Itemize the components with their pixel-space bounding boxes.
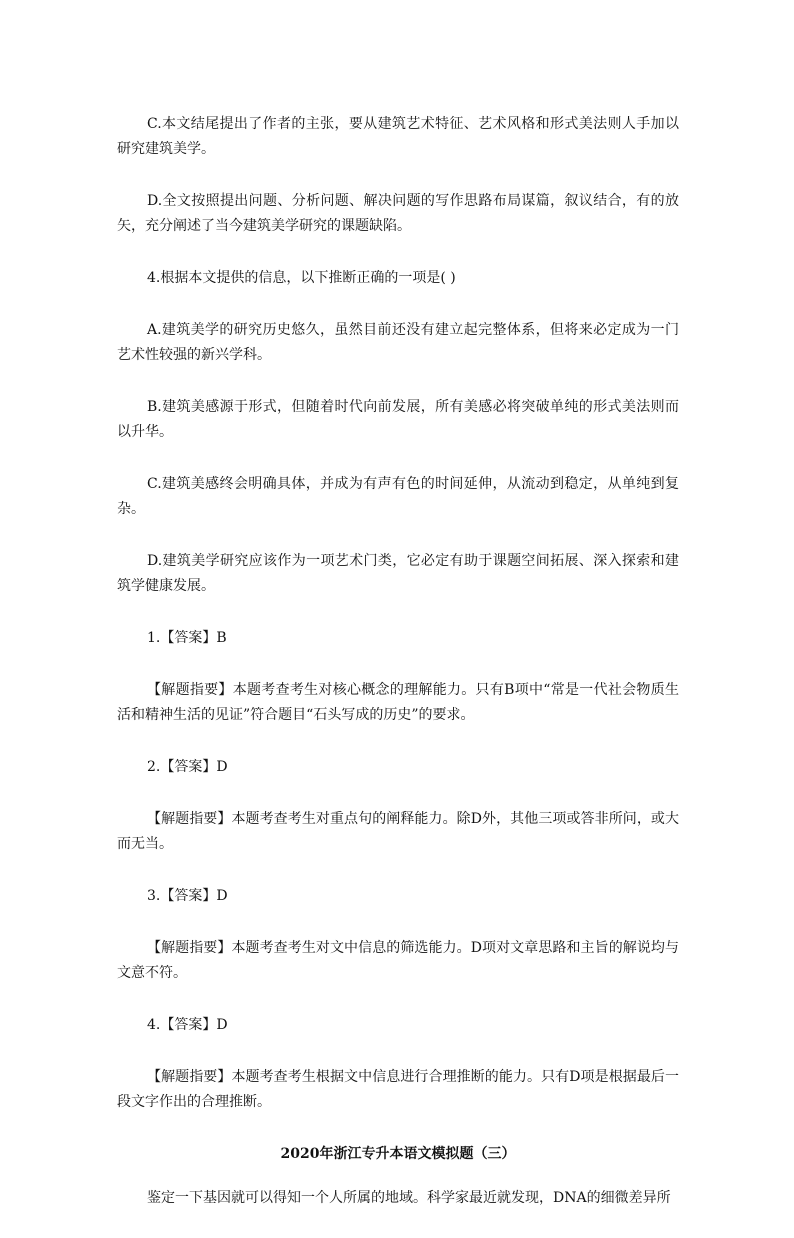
hint-1: 【解题指要】本题考查考生对核心概念的理解能力。只有B项中“常是一代社会物质生活和精神生活的见证”符合题目“石头写成的历史”的要求。 xyxy=(117,682,679,723)
answer-4: 4.【答案】D xyxy=(147,1017,228,1033)
hint-2: 【解题指要】本题考查考生对重点句的阐释能力。除D外，其他三项或答非所问，或大而无当。 xyxy=(117,811,679,852)
option-d: D.建筑美学研究应该作为一项艺术门类，它必定有助于课题空间拓展、深入探索和建筑学健康发展。 xyxy=(117,553,679,594)
option-c: C.建筑美感终会明确具体，并成为有声有色的时间延伸，从流动到稳定，从单纯到复杂。 xyxy=(117,476,679,517)
option-b: B.建筑美感源于形式，但随着时代向前发展，所有美感必将突破单纯的形式美法则而以升华。 xyxy=(117,399,679,440)
answer-3: 3.【答案】D xyxy=(147,888,228,904)
passage-opening: 鉴定一下基因就可以得知一个人所属的地域。科学家最近就发现，DNA的细微差异所 xyxy=(147,1190,671,1206)
document-page xyxy=(117,112,679,1238)
option-c-analysis: C.本文结尾提出了作者的主张，要从建筑艺术特征、艺术风格和形式美法则人手加以研究建筑美学。 xyxy=(117,116,679,157)
section-title: 2020年浙江专升本语文模拟题（三） xyxy=(280,1146,516,1162)
answer-2: 2.【答案】D xyxy=(147,759,228,775)
question-4: 4.根据本文提供的信息，以下推断正确的一项是( ) xyxy=(147,270,456,286)
hint-3: 【解题指要】本题考查考生对文中信息的筛选能力。D项对文章思路和主旨的解说均与文意不符。 xyxy=(117,940,679,981)
option-a: A.建筑美学的研究历史悠久，虽然目前还没有建立起完整体系，但将来必定成为一门艺术性较强的新兴学科。 xyxy=(117,322,679,363)
option-d-analysis: D.全文按照提出问题、分析问题、解决问题的写作思路布局谋篇，叙议结合，有的放矢，充分阐述了当今建筑美学研究的课题缺陷。 xyxy=(117,193,679,234)
answer-1: 1.【答案】B xyxy=(147,630,227,646)
hint-4: 【解题指要】本题考查考生根据文中信息进行合理推断的能力。只有D项是根据最后一段文字作出的合理推断。 xyxy=(117,1069,679,1110)
